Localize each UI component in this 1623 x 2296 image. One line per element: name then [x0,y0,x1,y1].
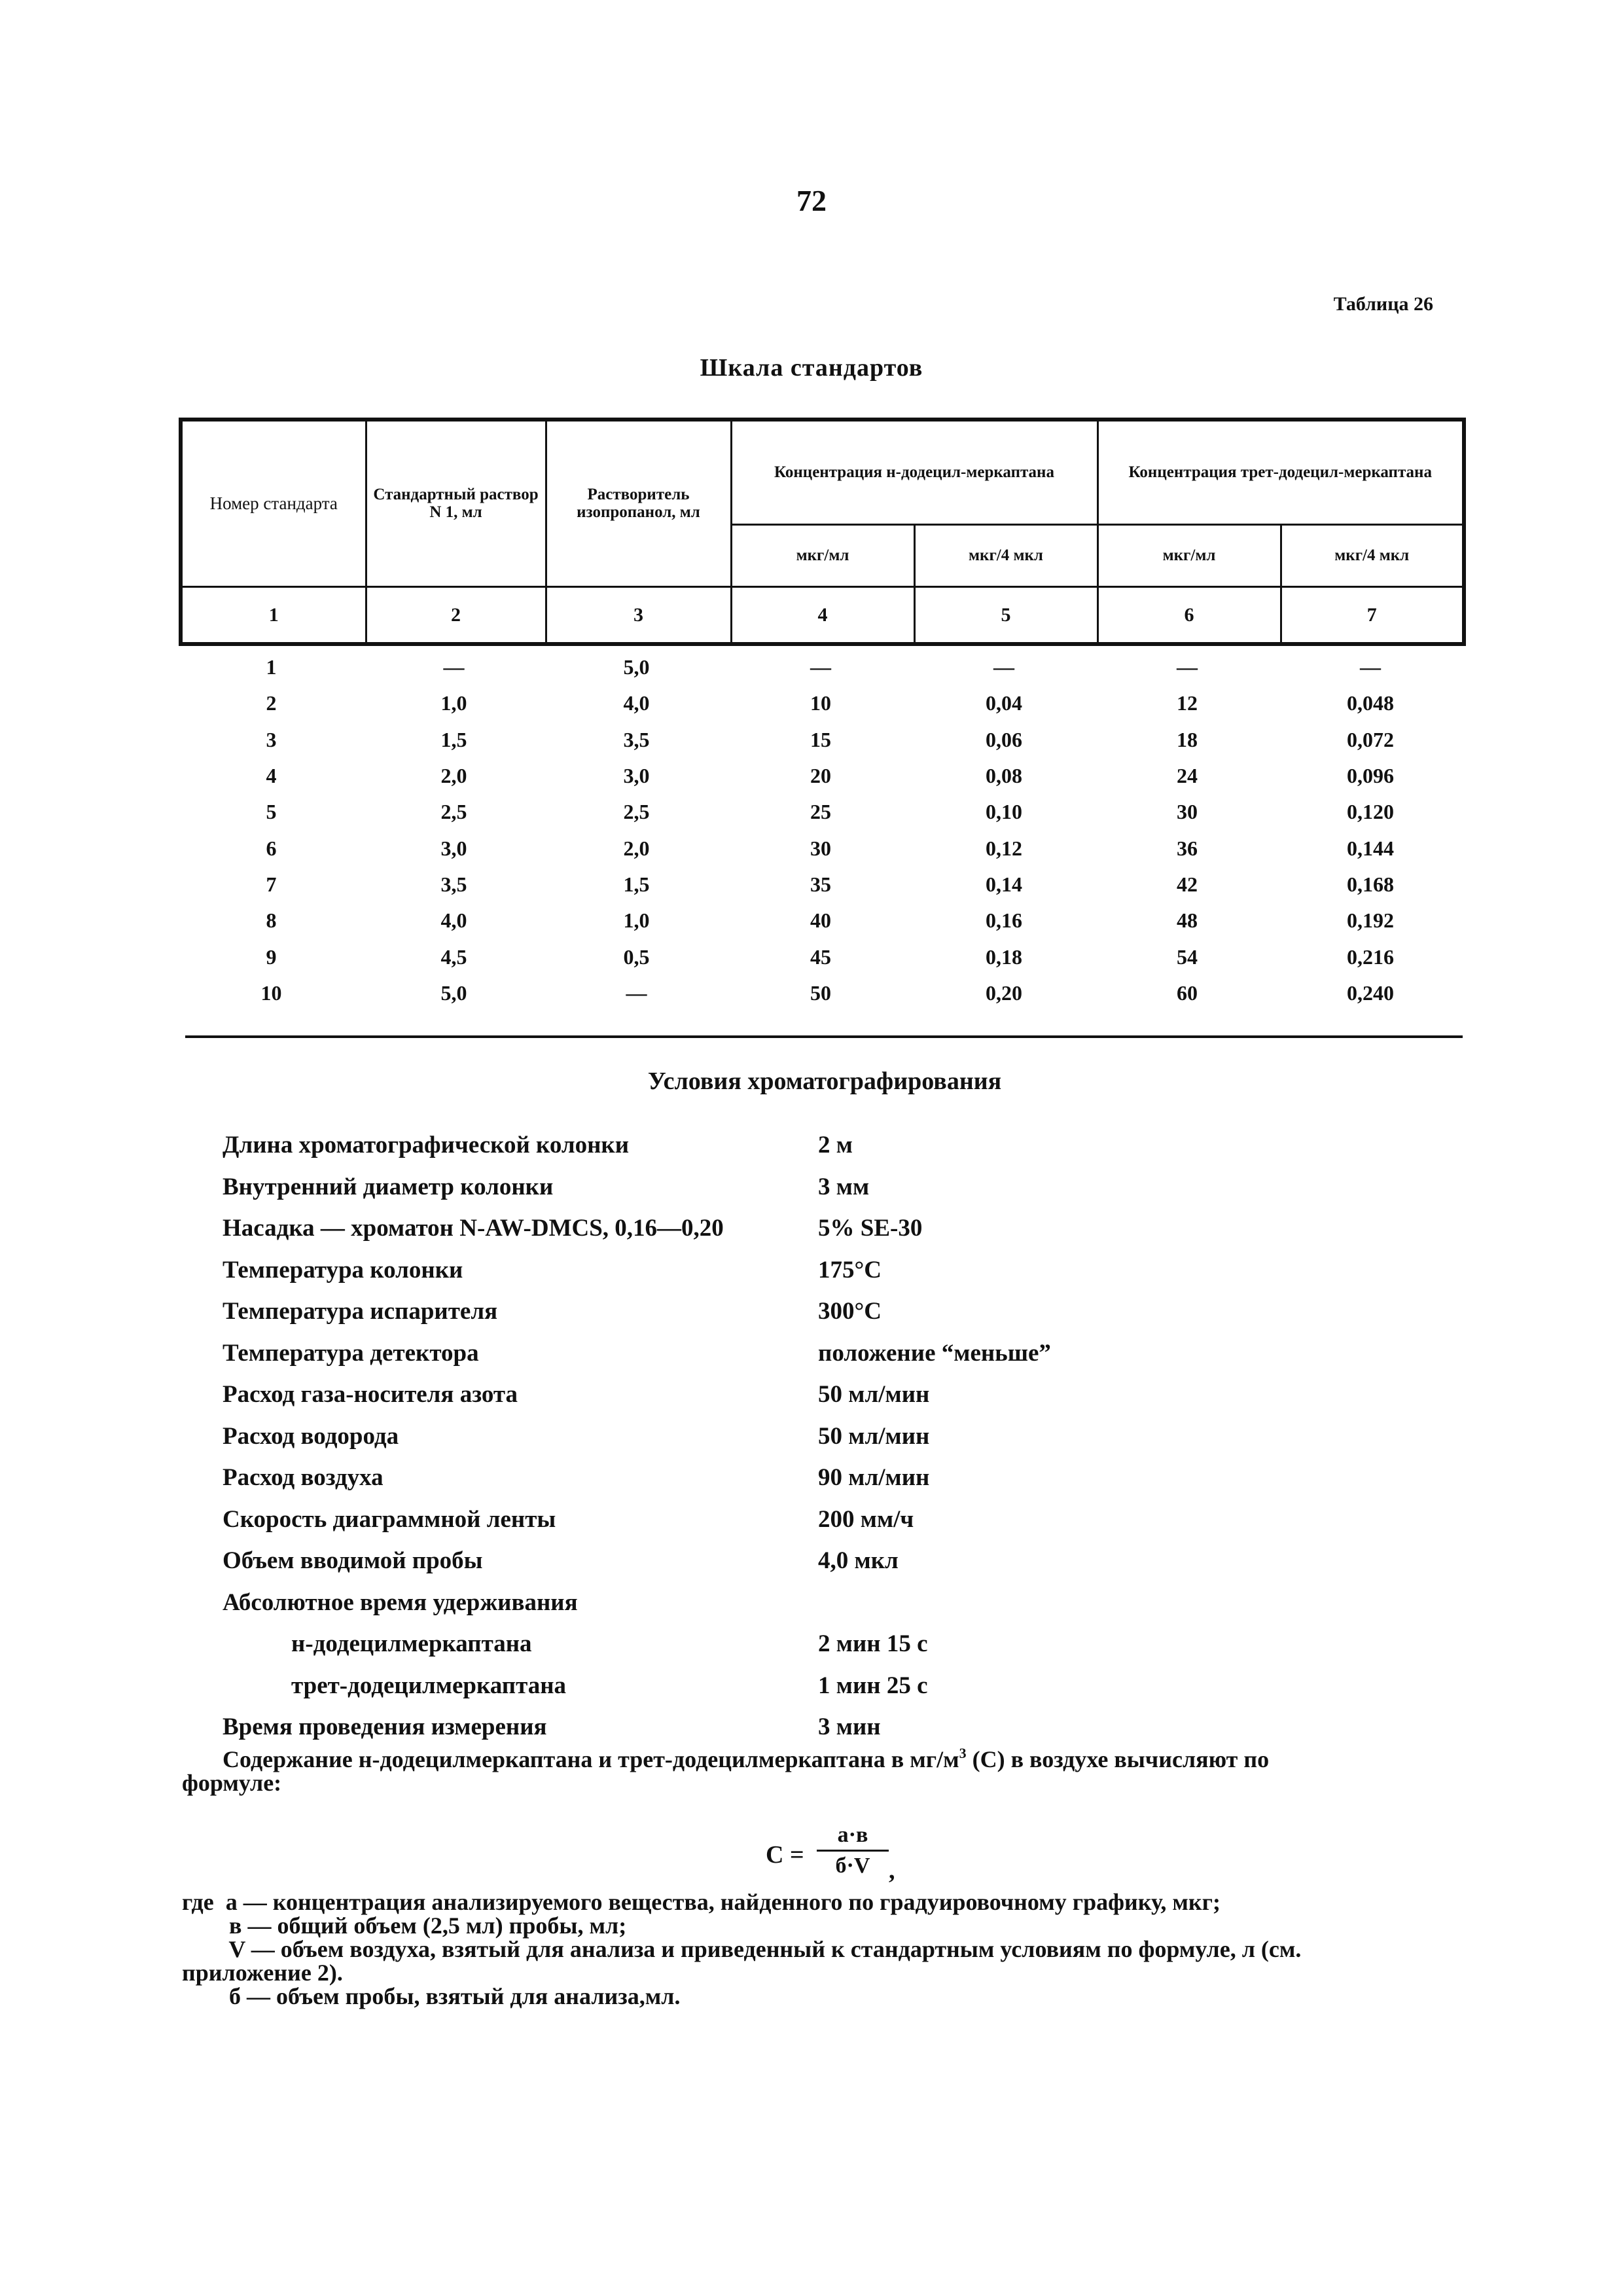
table-cell: 2,0 [440,764,467,788]
table-cell: 1,5 [440,727,467,751]
table-cell: 24 [1177,764,1198,788]
table-cell: 1,5 [623,872,650,896]
intro-text-line2: формуле: [182,1770,282,1796]
condition-row [223,1170,1400,1212]
table-cell: 0,216 [1347,944,1394,969]
table-cell: 0,048 [1347,691,1394,715]
table-cell: 0,16 [986,908,1022,933]
table-cell: 0,072 [1347,727,1394,751]
intro-superscript: 3 [959,1745,967,1761]
table-cell: 8 [266,908,277,933]
condition-row [223,1420,1400,1462]
table-cell: 6 [266,836,277,860]
formula-notes [182,1890,1491,2008]
header-standard-solution: Стандартный раствор N 1, мл [366,420,546,586]
column-number: 4 [731,586,914,644]
header-standard-number: Номер стандарта [181,420,366,586]
table-row [179,758,1463,794]
table-cell: 0,5 [623,944,650,969]
header-solvent: Растворитель изопропанол, мл [546,420,731,586]
condition-label: Температура испарителя [223,1298,498,1325]
table-cell: 36 [1177,836,1198,860]
table-cell: 5,0 [440,980,467,1005]
table-cell: 45 [810,944,831,969]
table-row [179,903,1463,939]
table-cell: 12 [1177,691,1198,715]
table-cell: 0,096 [1347,764,1394,788]
condition-value: 50 мл/мин [818,1422,930,1450]
header-unit-7: мкг/4 мкл [1281,524,1464,586]
condition-label: Насадка — хроматон N-AW-DMCS, 0,16—0,20 [223,1215,724,1242]
condition-row [223,1211,1400,1253]
condition-label: Скорость диаграммной ленты [223,1505,556,1533]
condition-value: 4,0 мкл [818,1547,899,1574]
condition-label: Температура колонки [223,1256,463,1283]
table-row [179,939,1463,975]
table-cell: 54 [1177,944,1198,969]
condition-value: 5% SE-30 [818,1215,923,1242]
condition-row [223,1253,1400,1295]
table-cell: 3,0 [440,836,467,860]
condition-row [223,1586,1400,1628]
table-cell: 0,240 [1347,980,1394,1005]
table-cell: 2 [266,691,277,715]
table-cell: 0,06 [986,727,1022,751]
condition-row [223,1627,1400,1669]
condition-value: 300°C [818,1298,882,1325]
table-cell: 10 [810,691,831,715]
column-number: 5 [914,586,1097,644]
table-cell: 0,08 [986,764,1022,788]
table-cell: 4,5 [440,944,467,969]
column-number: 3 [546,586,731,644]
condition-label: Объем вводимой пробы [223,1547,483,1574]
conditions-title: Условия хроматографирования [647,1067,1002,1095]
condition-label: Время проведения измерения [223,1713,547,1740]
header-n-dodecyl-concentration: Концентрация н-додецил-меркаптана [731,420,1097,524]
condition-value: 90 мл/мин [818,1464,930,1491]
table-cell: 0,14 [986,872,1022,896]
table-cell: 4 [266,764,277,788]
page-number: 72 [796,184,827,217]
table-cell: 3,5 [440,872,467,896]
note-line: V — объем воздуха, взятый для анализа и приведенный к стандартным условиям по формуле, л (см. [182,1936,1302,1962]
table-cell: 18 [1177,727,1198,751]
table-cell: 0,120 [1347,800,1394,824]
table-cell: 5 [266,800,277,824]
column-number: 2 [366,586,546,644]
table-cell: 50 [810,980,831,1005]
note-line: б — объем пробы, взятый для анализа,мл. [182,1983,681,2009]
condition-label: Расход водорода [223,1422,399,1450]
condition-value: 50 мл/мин [818,1381,930,1408]
condition-value: 2 мин 15 с [818,1630,928,1657]
table-cell: 20 [810,764,831,788]
condition-value: 1 мин 25 с [818,1672,928,1699]
condition-row [223,1669,1400,1711]
table-cell: 0,04 [986,691,1022,715]
note-line: приложение 2). [182,1960,343,1986]
table-cell: 0,192 [1347,908,1394,933]
formula-comma: , [889,1857,895,1884]
table-cell: 1 [266,655,277,679]
header-unit-5: мкг/4 мкл [914,524,1097,586]
table-row [179,794,1463,830]
table-cell: 42 [1177,872,1198,896]
condition-label: трет-додецилмеркаптана [291,1672,567,1699]
table-cell: 2,5 [440,800,467,824]
header-unit-4: мкг/мл [731,524,914,586]
note-line: в — общий объем (2,5 мл) пробы, мл; [182,1912,627,1939]
condition-value: 200 мм/ч [818,1505,914,1533]
intro-text-b: (С) в воздухе вычисляют по [966,1746,1270,1772]
table-row [179,649,1463,685]
table-row [179,685,1463,721]
formula-numerator: а·в [837,1823,868,1847]
table-row [179,975,1463,1011]
column-number: 1 [181,586,366,644]
table-cell: — [1360,655,1381,679]
table-cell: 1,0 [623,908,650,933]
column-number: 6 [1097,586,1281,644]
table-cell: 0,10 [986,800,1022,824]
condition-row [223,1378,1400,1420]
condition-row [223,1295,1400,1336]
formula-denominator: б·V [835,1854,870,1878]
table-cell: 3,0 [623,764,650,788]
table-cell: 15 [810,727,831,751]
condition-row [223,1128,1400,1170]
table-cell: 40 [810,908,831,933]
table-cell: — [993,655,1014,679]
condition-label: н-додецилмеркаптана [291,1630,532,1657]
table-cell: — [626,980,647,1005]
section-divider [185,1035,1463,1038]
table-row [179,867,1463,903]
formula-fraction [817,1822,889,1879]
condition-row [223,1503,1400,1545]
table-cell: 2,0 [623,836,650,860]
table-label: Таблица 26 [1333,293,1433,315]
table-cell: 3 [266,727,277,751]
condition-label: Расход воздуха [223,1464,383,1491]
table-cell: 7 [266,872,277,896]
condition-label: Абсолютное время удерживания [223,1588,578,1616]
table-cell: — [1177,655,1198,679]
table-cell: 1,0 [440,691,467,715]
table-cell: 9 [266,944,277,969]
table-cell: 3,5 [623,727,650,751]
condition-label: Внутренний диаметр колонки [223,1173,554,1200]
table-cell: 60 [1177,980,1198,1005]
table-cell: — [810,655,831,679]
column-number: 7 [1281,586,1464,644]
condition-value: 3 мин [818,1713,881,1740]
intro-text-a: Содержание н-додецилмеркаптана и трет-додецилмеркаптана в мг/м [223,1746,959,1772]
table-cell: 0,168 [1347,872,1394,896]
standards-table-header [179,418,1466,646]
condition-row [223,1461,1400,1503]
table-cell: 0,18 [986,944,1022,969]
table-cell: 0,12 [986,836,1022,860]
condition-value: 175°C [818,1256,882,1283]
note-line: где а — концентрация анализируемого вещества, найденного по градуировочному графику, мкг; [182,1889,1221,1915]
table-cell: 30 [810,836,831,860]
table-row [179,830,1463,866]
table-cell: 30 [1177,800,1198,824]
formula-intro [182,1745,1484,1796]
table-cell: 0,20 [986,980,1022,1005]
condition-value: 2 м [818,1132,853,1158]
formula-lhs: С = [766,1841,804,1869]
condition-label: Расход газа-носителя азота [223,1381,518,1408]
table-cell: 5,0 [623,655,650,679]
standards-table-body [179,649,1463,1011]
table-cell: 4,0 [440,908,467,933]
table-cell: 35 [810,872,831,896]
condition-value: положение “меньше” [818,1339,1051,1367]
table-cell: — [443,655,465,679]
table-cell: 4,0 [623,691,650,715]
fraction-bar [817,1850,889,1852]
table-cell: 48 [1177,908,1198,933]
condition-row [223,1710,1400,1752]
conditions-list [223,1128,1400,1752]
condition-value: 3 мм [818,1173,870,1200]
table-title: Шкала стандартов [700,354,923,382]
table-cell: 0,144 [1347,836,1394,860]
condition-label: Температура детектора [223,1339,479,1367]
table-row [179,722,1463,758]
condition-label: Длина хроматографической колонки [223,1132,630,1158]
condition-row [223,1336,1400,1378]
concentration-formula [766,1818,936,1890]
condition-row [223,1544,1400,1586]
header-tert-dodecyl-concentration: Концентрация трет-додецил-меркаптана [1097,420,1464,524]
header-unit-6: мкг/мл [1097,524,1281,586]
table-cell: 10 [260,980,282,1005]
table-cell: 25 [810,800,831,824]
table-cell: 2,5 [623,800,650,824]
